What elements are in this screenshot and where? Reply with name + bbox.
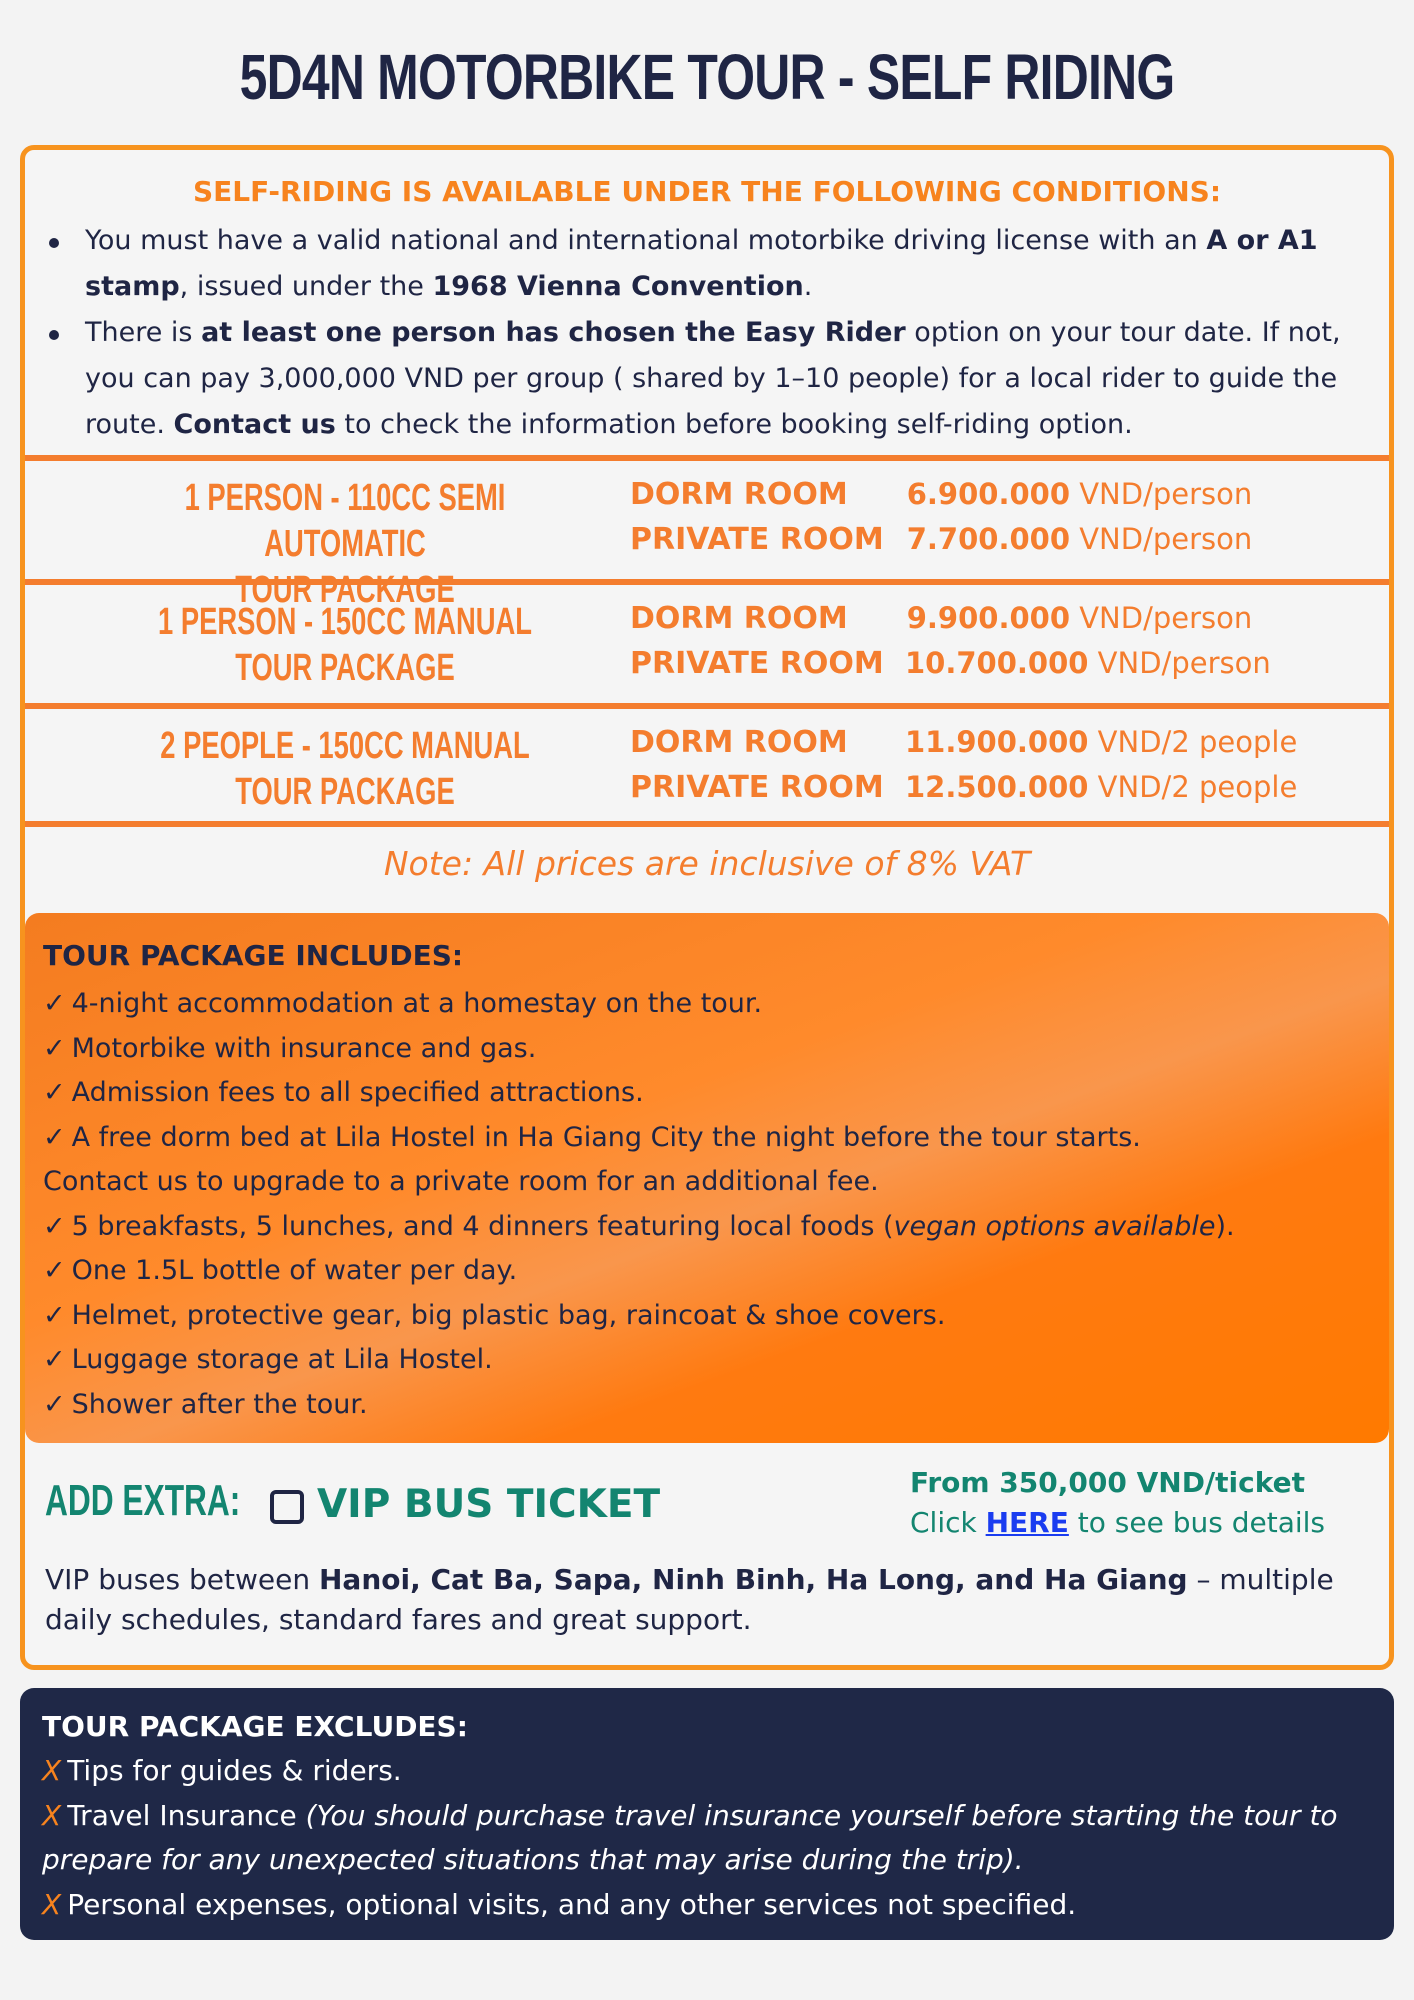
check-icon: ✓ (43, 1077, 66, 1108)
check-icon: ✓ (43, 1255, 66, 1286)
package-name: 2 PEOPLE - 150CC MANUAL TOUR PACKAGE (160, 725, 530, 813)
contact-us-link[interactable]: Contact us (173, 409, 336, 440)
price-table (25, 455, 1389, 827)
condition-license: You must have a valid national and international motorbike driving license with an A or A1 stamp, issued under the 1968 Vienna Convention. (45, 218, 1375, 310)
bus-details-link[interactable]: HERE (985, 1506, 1069, 1539)
check-icon: ✓ (43, 1388, 66, 1420)
list-item: ✓ 5 breakfasts, 5 lunches, and 4 dinners featuring local foods (vegan options available). (43, 1210, 1235, 1242)
list-item: ✓ Motorbike with insurance and gas. (43, 1032, 537, 1064)
excludes-heading: TOUR PACKAGE EXCLUDES: (42, 1710, 468, 1743)
bus-price: From 350,000 VND/ticket (910, 1466, 1305, 1499)
x-icon: X (42, 1887, 62, 1921)
price-private: 12.500.000 VND/2 people (905, 770, 1298, 804)
room-type-dorm: DORM ROOM (630, 477, 848, 512)
price-dorm: 11.900.000 VND/2 people (905, 725, 1298, 759)
check-icon: ✓ (43, 988, 66, 1019)
list-item: ✓ One 1.5L bottle of water per day. (43, 1255, 518, 1286)
check-icon: ✓ (43, 1210, 66, 1242)
conditions-list (45, 218, 1375, 448)
x-icon: X (42, 1798, 62, 1832)
price-private: 7.700.000 VND/person (906, 522, 1253, 556)
list-item: ✓ Shower after the tour. (43, 1388, 368, 1420)
package-name: 1 PERSON - 110CC SEMI AUTOMATIC TOUR PACKAGE (184, 477, 506, 611)
package-row (25, 579, 1389, 703)
vip-bus-option[interactable]: VIP BUS TICKET (317, 1482, 661, 1527)
list-item: ✓ Helmet, protective gear, big plastic bag, raincoat & shoe covers. (43, 1299, 946, 1331)
room-type-private: PRIVATE ROOM (630, 522, 884, 557)
list-item: ✓ A free dorm bed at Lila Hostel in Ha Giang City the night before the tour starts. (43, 1121, 1141, 1153)
price-private: 10.700.000 VND/person (905, 646, 1271, 680)
includes-heading: TOUR PACKAGE INCLUDES: (43, 939, 464, 972)
check-icon: ✓ (43, 1121, 66, 1153)
list-item: X Travel Insurance (You should purchase travel insurance yourself before starting the tour to prepare for any unexpected situations that may arise during the trip). (42, 1798, 1338, 1876)
conditions-heading: SELF-RIDING IS AVAILABLE UNDER THE FOLLOWING CONDITIONS: (192, 175, 1222, 208)
list-item: ✓ Admission fees to all specified attractions. (43, 1077, 644, 1108)
excludes-section (20, 1688, 1394, 1940)
check-icon: ✓ (43, 1032, 66, 1064)
page-title: 5D4N MOTORBIKE TOUR - SELF RIDING (239, 41, 1175, 113)
room-type-private: PRIVATE ROOM (630, 770, 884, 805)
vip-bus-checkbox[interactable] (270, 1490, 304, 1524)
list-item: X Tips for guides & riders. (42, 1754, 402, 1787)
check-icon: ✓ (43, 1344, 66, 1375)
condition-easy-rider: There is at least one person has chosen the Easy Rider option on your tour date. If not, you can pay 3,000,000 VND per group ( shared by 1–10 people) for a local rider to guide the route. Contact us to check the information before booking self-riding option. (45, 310, 1375, 448)
price-dorm: 9.900.000 VND/person (906, 601, 1253, 635)
bus-description: VIP buses between Hanoi, Cat Ba, Sapa, Ninh Binh, Ha Long, and Ha Giang – multiple daily schedules, standard fares and great support. (45, 1563, 1334, 1636)
package-row (25, 703, 1389, 827)
check-icon: ✓ (43, 1299, 66, 1331)
list-item: ✓ 4-night accommodation at a homestay on the tour. (43, 988, 763, 1019)
tour-details-frame (20, 145, 1394, 1670)
list-item: ✓ Luggage storage at Lila Hostel. (43, 1344, 493, 1375)
bus-details-text: Click HERE to see bus details (910, 1506, 1326, 1539)
package-name: 1 PERSON - 150CC MANUAL TOUR PACKAGE (158, 601, 532, 689)
price-dorm: 6.900.000 VND/person (906, 477, 1253, 511)
room-type-dorm: DORM ROOM (630, 601, 848, 636)
list-item: X Personal expenses, optional visits, and any other services not specified. (42, 1887, 1077, 1921)
includes-section (25, 913, 1389, 1443)
add-extra-label: ADD EXTRA: (45, 1476, 241, 1525)
x-icon: X (42, 1754, 62, 1787)
vat-note: Note: All prices are inclusive of 8% VAT (383, 844, 1031, 883)
package-row (25, 455, 1389, 611)
room-type-private: PRIVATE ROOM (630, 646, 884, 681)
room-type-dorm: DORM ROOM (630, 725, 848, 760)
list-item-continuation: Contact us to upgrade to a private room for an additional fee. (43, 1166, 879, 1197)
